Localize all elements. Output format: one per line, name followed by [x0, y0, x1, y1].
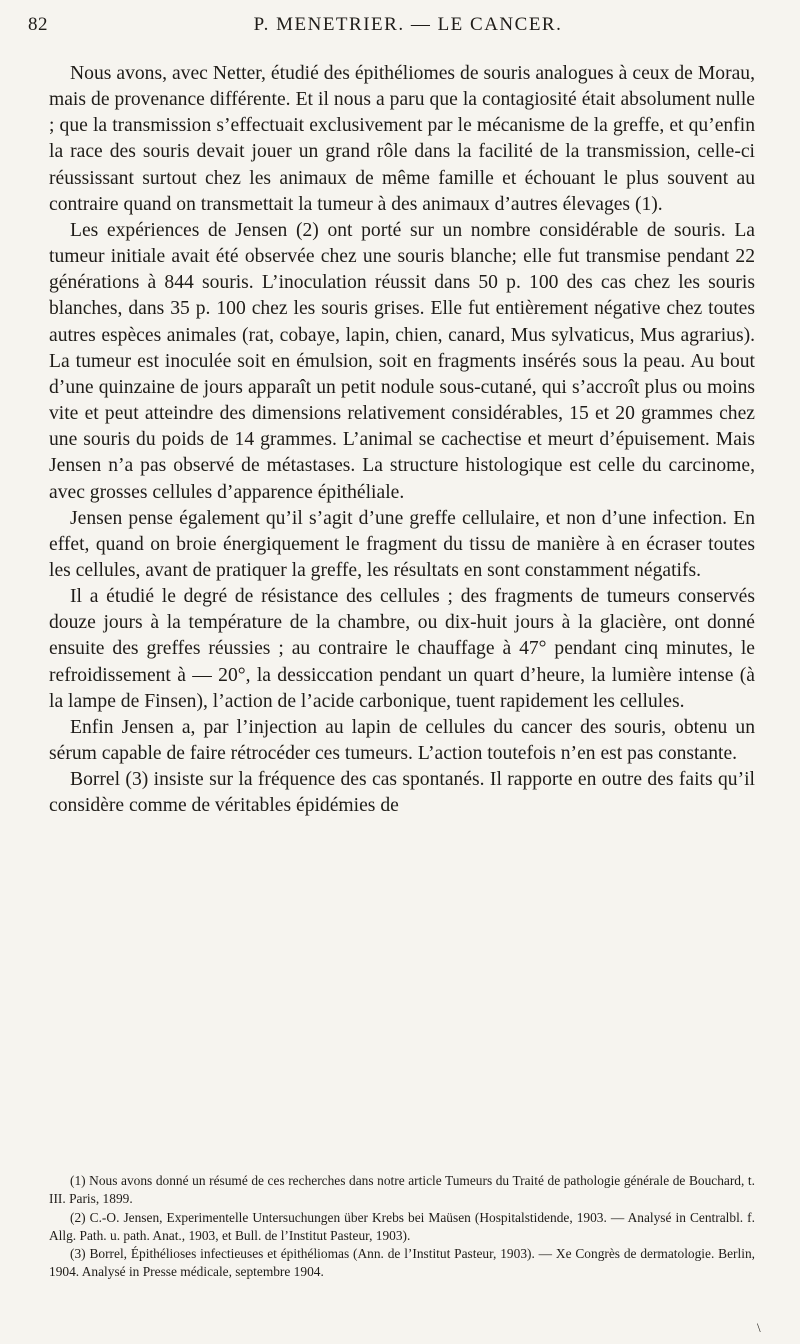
- paragraph: Jensen pense également qu’il s’agit d’une greffe cellulaire, et non d’une infection. En effet, quand on broie énergiquement le fragment du tissu de manière à en écraser toutes les cellules, avant de pratiquer la greffe, les résultats en sont constamment négatifs.: [49, 507, 755, 581]
- footnote: (3) Borrel, Épithélioses infectieuses et épithéliomas (Ann. de l’Institut Pasteur, 1903). — Xe Congrès de dermatologie. Berlin, 1904. Analysé in Presse médicale, septembre 1904.: [49, 1246, 755, 1280]
- paragraph: Enfin Jensen a, par l’injection au lapin de cellules du cancer des souris, obtenu un sérum capable de faire rétrocéder ces tumeurs. L’action toutefois n’en est pas constante.: [49, 716, 755, 765]
- running-head: P. MENETRIER. — LE CANCER.: [253, 14, 563, 35]
- margin-mark: \: [757, 1320, 761, 1335]
- footnote: (2) C.-O. Jensen, Experimentelle Untersuchungen über Krebs bei Maüsen (Hospitalstidende, 1903. — Analysé in Centralbl. f. Allg. Path. u. path. Anat., 1903, et Bull. de l’Institut Pasteur, 1903).: [49, 1209, 755, 1243]
- footnote: (1) Nous avons donné un résumé de ces recherches dans notre article Tumeurs du Traité de pathologie générale de Bouchard, t. III. Paris, 1899.: [49, 1173, 755, 1207]
- body-text: [49, 61, 755, 820]
- footnotes: [49, 1172, 755, 1282]
- page-number: 82: [28, 14, 48, 35]
- page-header: [28, 14, 748, 38]
- paragraph: Nous avons, avec Netter, étudié des épithéliomes de souris analogues à ceux de Morau, mais de provenance différente. Et il nous a paru que la contagiosité était absolument nulle ; que la transmission s’effectuait exclusivement par le mécanisme de la greffe, et qu’enfin la race des souris devait jouer un grand rôle dans la facilité de la transmission, celle-ci réussissant surtout chez les animaux de même famille et échouant le plus souvent au contraire quand on transmettait la tumeur à des animaux d’autres élevages (1).: [49, 63, 755, 215]
- paragraph: Les expériences de Jensen (2) ont porté sur un nombre considérable de souris. La tumeur initiale avait été observée chez une souris blanche; elle fut transmise pendant 22 générations à 844 souris. L’inoculation réussit dans 50 p. 100 des cas chez les souris blanches, dans 35 p. 100 chez les souris grises. Elle fut entièrement négative chez toutes autres espèces animales (rat, cobaye, lapin, chien, canard, Mus sylvaticus, Mus agrarius). La tumeur est inoculée soit en émulsion, soit en fragments insérés sous la peau. Au bout d’une quinzaine de jours apparaît un petit nodule sous-cutané, qui s’accroît plus ou moins vite et peut atteindre des dimensions relativement considérables, 15 et 20 grammes chez une souris du poids de 14 grammes. L’animal se cachectise et meurt d’épuisement. Mais Jensen n’a pas observé de métastases. La structure histologique est celle du carcinome, avec grosses cellules d’apparence épithéliale.: [49, 219, 755, 503]
- paragraph: Borrel (3) insiste sur la fréquence des cas spontanés. Il rapporte en outre des faits qu’il considère comme de véritables épidémies de: [49, 769, 755, 817]
- paragraph: Il a étudié le degré de résistance des cellules ; des fragments de tumeurs conservés douze jours à la température de la chambre, ou dix-huit jours à la glacière, ont donné ensuite des greffes réussies ; au contraire le chauffage à 47° pendant cinq minutes, le refroidissement à — 20°, la dessiccation pendant un quart d’heure, la lumière intense (à la lampe de Finsen), l’action de l’acide carbonique, tuent rapidement les cellules.: [49, 586, 755, 712]
